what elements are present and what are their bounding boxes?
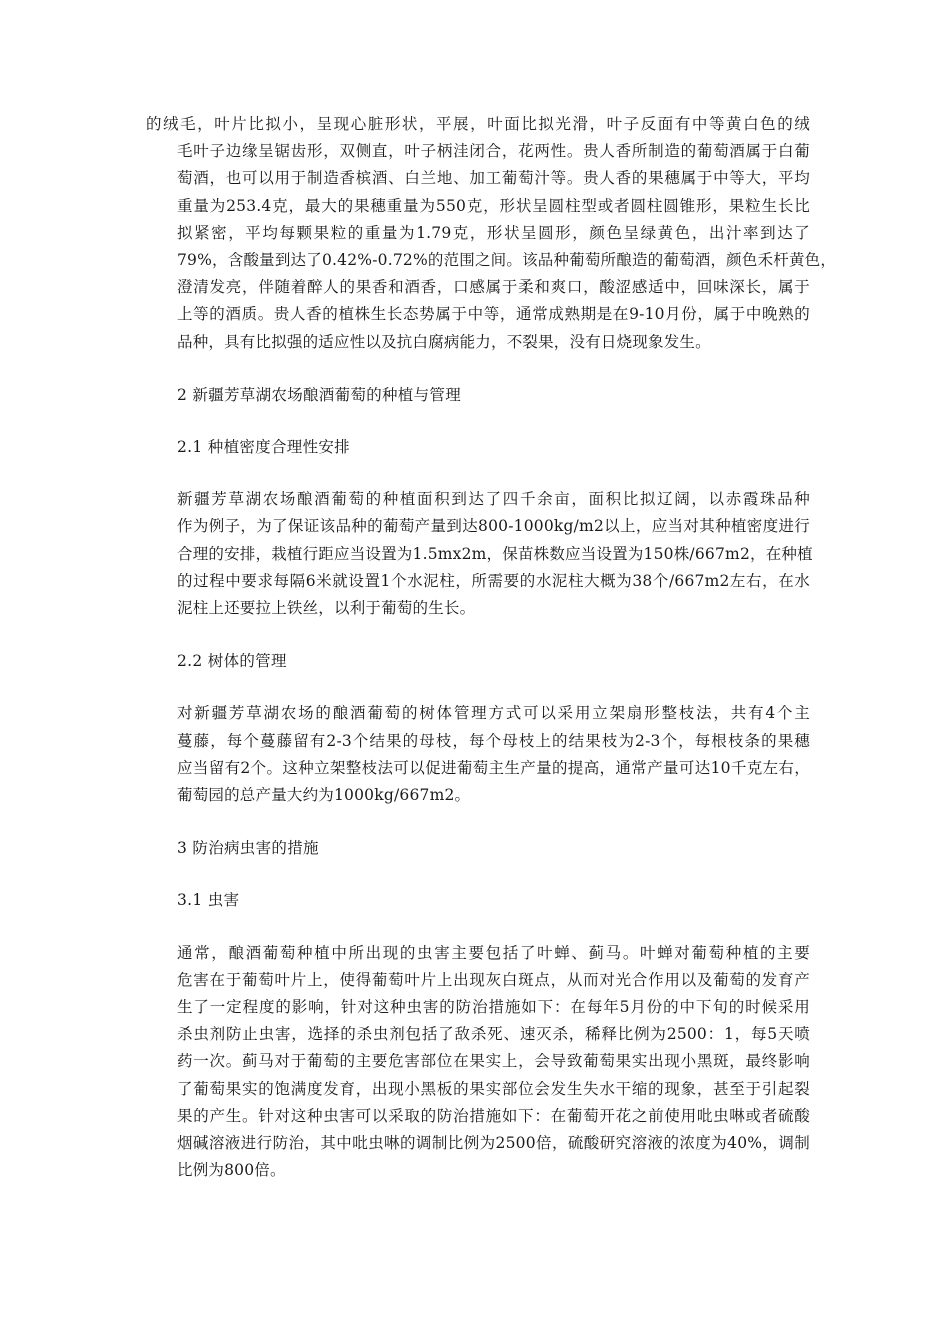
paragraph-tree-management [146, 700, 810, 809]
text-line: 泥柱上还要拉上铁丝，以利于葡萄的生长。 [177, 599, 476, 618]
text-line: 烟碱溶液进行防治，其中吡虫啉的调制比例为2500倍，硫酸研究溶液的浓度为40%，调制 [177, 1134, 810, 1153]
paragraph-grape-variety-description [146, 111, 837, 356]
text-line: 萄酒，也可以用于制造香槟酒、白兰地、加工葡萄汁等。贵人香的果穗属于中等大，平均 [177, 169, 810, 188]
text-line: 药一次。蓟马对于葡萄的主要危害部位在果实上，会导致葡萄果实出现小黑斑，最终影响 [177, 1052, 810, 1071]
text-line: 上等的酒质。贵人香的植株生长态势属于中等，通常成熟期是在9-10月份，属于中晚熟的 [177, 305, 810, 324]
text-line: 应当留有2个。这种立架整枝法可以促进葡萄主生产量的提高，通常产量可达10千克左右， [177, 758, 810, 777]
text-line: 拟紧密，平均每颗果粒的重量为1.79克，形状呈圆形，颜色呈绿黄色，出汁率到达了 [177, 223, 810, 242]
paragraph-pests [146, 940, 810, 1185]
text-line: 重量为253.4克，最大的果穗重量为550克，形状呈圆柱型或者圆柱圆锥形，果粒生长比 [177, 196, 810, 215]
text-line: 了葡萄果实的饱满度发育，出现小黑板的果实部位会发生失水干缩的现象，甚至于引起裂 [177, 1079, 810, 1098]
text-line: 蔓藤，每个蔓藤留有2-3个结果的母枝，每个母枝上的结果枝为2-3个，每根枝条的果穗 [177, 731, 810, 750]
paragraph-planting-density [146, 486, 813, 622]
text-line: 果的产生。针对这种虫害可以采取的防治措施如下：在葡萄开花之前使用吡虫啉或者硫酸 [177, 1106, 810, 1125]
subsection-heading-2-1: 2.1 种植密度合理性安排 [177, 438, 350, 457]
text-line: 葡萄园的总产量大约为1000kg/667m2。 [177, 786, 471, 805]
text-line: 生了一定程度的影响，针对这种虫害的防治措施如下：在每年5月份的中下旬的时候采用 [177, 998, 810, 1017]
section-heading-3: 3 防治病虫害的措施 [177, 839, 319, 858]
text-line: 毛叶子边缘呈锯齿形，双侧直，叶子柄洼闭合，花两性。贵人香所制造的葡萄酒属于白葡 [177, 142, 810, 161]
text-line: 比例为800倍。 [177, 1161, 286, 1180]
section-heading-2: 2 新疆芳草湖农场酿酒葡萄的种植与管理 [177, 385, 461, 404]
text-line: 的过程中要求每隔6米就设置1个水泥柱，所需要的水泥柱大概为38个/667m2左右，在水 [177, 571, 810, 590]
document-body [146, 111, 837, 1185]
text-line: 杀虫剂防止虫害，选择的杀虫剂包括了敌杀死、速灭杀，稀释比例为2500：1，每5天喷 [177, 1025, 810, 1044]
text-line: 作为例子，为了保证该品种的葡萄产量到达800-1000kg/m2以上，应当对其种植密度进行 [177, 517, 810, 536]
text-line: 的绒毛，叶片比拟小，呈现心脏形状，平展，叶面比拟光滑，叶子反面有中等黄白色的绒 [146, 115, 810, 133]
text-line: 澄清发亮，伴随着醉人的果香和酒香，口感属于柔和爽口，酸涩感适中，回味深长，属于 [177, 278, 810, 297]
subsection-heading-2-2: 2.2 树体的管理 [177, 652, 287, 671]
text-line: 新疆芳草湖农场酿酒葡萄的种植面积到达了四千余亩，面积比拟辽阔，以赤霞珠品种 [177, 490, 810, 509]
text-line: 合理的安排，栽植行距应当设置为1.5mx2m，保苗株数应当设置为150株/667m2，在种植 [177, 544, 813, 563]
text-line: 79%，含酸量到达了0.42%-0.72%的范围之间。该品种葡萄所酿造的葡萄酒，颜色禾杆黄色， [177, 251, 837, 270]
text-line: 品种，具有比拟强的适应性以及抗白腐病能力，不裂果，没有日烧现象发生。 [177, 332, 711, 351]
text-line: 通常，酿酒葡萄种植中所出现的虫害主要包括了叶蝉、蓟马。叶蝉对葡萄种植的主要 [177, 943, 810, 962]
text-line: 对新疆芳草湖农场的酿酒葡萄的树体管理方式可以采用立架扇形整枝法，共有4个主 [177, 704, 810, 723]
text-line: 危害在于葡萄叶片上，使得葡萄叶片上出现灰白斑点，从而对光合作用以及葡萄的发育产 [177, 970, 810, 989]
subsection-heading-3-1: 3.1 虫害 [177, 891, 240, 910]
